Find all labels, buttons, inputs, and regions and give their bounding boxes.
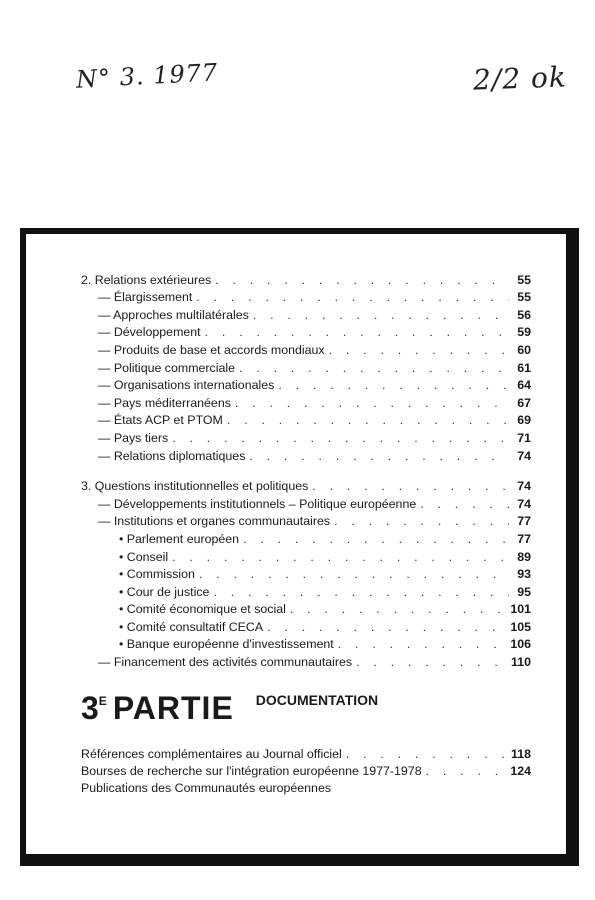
toc-entry-page: 69 (517, 413, 531, 428)
toc-entry-page: 74 (517, 496, 531, 511)
dot-leader (278, 377, 509, 394)
handwritten-issue-note: N° 3. 1977 (75, 58, 219, 94)
dot-leader (235, 395, 509, 412)
toc-entry-page: 89 (517, 549, 531, 564)
dot-leader (213, 584, 509, 601)
dot-leader (334, 513, 509, 530)
contents-frame (20, 228, 579, 866)
toc-entry (81, 324, 531, 342)
toc-entry-page: 61 (517, 360, 531, 375)
dot-leader (249, 448, 509, 465)
documentation-list (81, 746, 531, 797)
toc-entry-page: 64 (517, 378, 531, 393)
part-word: PARTIE (112, 690, 234, 726)
part-subtitle: DOCUMENTATION (255, 692, 379, 708)
dot-leader (205, 324, 509, 341)
toc-entry (81, 306, 531, 324)
toc-entry-page: 74 (517, 479, 531, 494)
dot-leader (267, 619, 509, 636)
toc-entry-page: 124 (510, 764, 531, 778)
handwritten-check-note: 2/2 ok (472, 60, 568, 97)
toc-entry-label: • Conseil (119, 549, 169, 564)
toc-entry (81, 513, 531, 531)
toc-entry (81, 495, 531, 513)
toc-entry-page: 93 (517, 567, 531, 582)
toc-entry (81, 566, 531, 584)
toc-entry (81, 271, 531, 289)
part-number-superscript: E (98, 694, 107, 708)
toc-entry (81, 289, 531, 307)
dot-leader (329, 342, 509, 359)
toc-entry-label: — Approches multilatérales (98, 307, 249, 322)
toc-entry-page: 77 (517, 514, 531, 529)
toc-entry-page: 106 (510, 637, 531, 652)
toc-entry-label: — Relations diplomatiques (98, 448, 246, 463)
toc-entry-label: Références complémentaires au Journal officiel (81, 747, 342, 761)
toc-entry-label: — Élargissement (98, 290, 193, 305)
toc-entry (81, 780, 513, 797)
toc-entry-page: 118 (511, 747, 531, 761)
toc-entry (81, 530, 531, 548)
dot-leader (338, 636, 509, 653)
toc-entry-label: • Commission (119, 567, 195, 582)
toc-entry-label: 2. Relations extérieures (81, 272, 212, 287)
toc-entry-label: • Comité consultatif CECA (119, 619, 264, 634)
toc-entry-page: 56 (517, 307, 531, 322)
toc-entry-page: 95 (517, 584, 531, 599)
dot-leader (253, 307, 509, 324)
toc-entry (81, 763, 531, 780)
toc-entry (81, 341, 531, 359)
toc-entry (81, 359, 531, 377)
toc-entry-label: • Parlement européen (119, 531, 240, 546)
dot-leader (172, 549, 509, 566)
toc-entry-label: — Pays méditerranéens (98, 395, 231, 410)
toc-entry-page: 77 (517, 531, 531, 546)
dot-leader (227, 412, 509, 429)
table-of-contents (81, 271, 531, 671)
toc-entry (81, 746, 531, 763)
toc-entry-page: 55 (517, 272, 531, 287)
toc-entry-label: — Pays tiers (98, 430, 169, 445)
toc-entry-page: 71 (517, 430, 531, 445)
dot-leader (172, 430, 509, 447)
toc-entry-page: 74 (517, 448, 531, 463)
part-heading (81, 688, 378, 728)
toc-entry-label: • Banque européenne d'investissement (119, 637, 334, 652)
toc-entry (81, 618, 531, 636)
part-number: 3 (81, 690, 99, 726)
toc-entry-label: — États ACP et PTOM (98, 413, 223, 428)
toc-entry-page: 67 (517, 395, 531, 410)
toc-entry-label: Bourses de recherche sur l'intégration européenne 1977-1978 (81, 764, 422, 778)
toc-entry-label: — Organisations internationales (98, 378, 275, 393)
toc-entry-page: 60 (517, 342, 531, 357)
toc-entry-label: 3. Questions institutionnelles et politiques (81, 479, 309, 494)
toc-entry (81, 412, 531, 430)
toc-entry-page: 55 (517, 290, 531, 305)
toc-entry-label: — Politique commerciale (98, 360, 236, 375)
toc-entry-label: — Institutions et organes communautaires (98, 514, 331, 529)
toc-entry-page: 101 (510, 602, 531, 617)
dot-leader (243, 531, 509, 548)
toc-entry (81, 653, 531, 671)
toc-entry-label: — Développements institutionnels – Politique européenne (98, 496, 417, 511)
toc-entry-label: — Financement des activités communautaires (98, 655, 353, 670)
dot-leader (346, 746, 509, 763)
toc-entry (81, 429, 531, 447)
toc-entry (81, 377, 531, 395)
toc-entry (81, 548, 531, 566)
toc-entry-label: — Développement (98, 325, 201, 340)
toc-entry-label: — Produits de base et accords mondiaux (98, 342, 325, 357)
dot-leader (290, 601, 509, 618)
dot-leader (239, 360, 509, 377)
toc-entry-page: 59 (517, 325, 531, 340)
toc-entry-page: 110 (511, 655, 531, 670)
toc-entry (81, 447, 531, 465)
dot-leader (312, 478, 509, 495)
toc-entry (81, 583, 531, 601)
dot-leader (356, 654, 509, 671)
toc-entry (81, 636, 531, 654)
toc-entry-label: • Comité économique et social (119, 602, 286, 617)
toc-entry (81, 478, 531, 496)
toc-entry-label: Publications des Communautés européennes (81, 781, 332, 795)
toc-entry-label: • Cour de justice (119, 584, 210, 599)
toc-entry-page: 105 (510, 619, 531, 634)
dot-leader (196, 289, 509, 306)
dot-leader (199, 566, 509, 583)
toc-entry (81, 601, 531, 619)
toc-entry (81, 394, 531, 412)
dot-leader (215, 272, 509, 289)
section-gap (81, 465, 513, 478)
